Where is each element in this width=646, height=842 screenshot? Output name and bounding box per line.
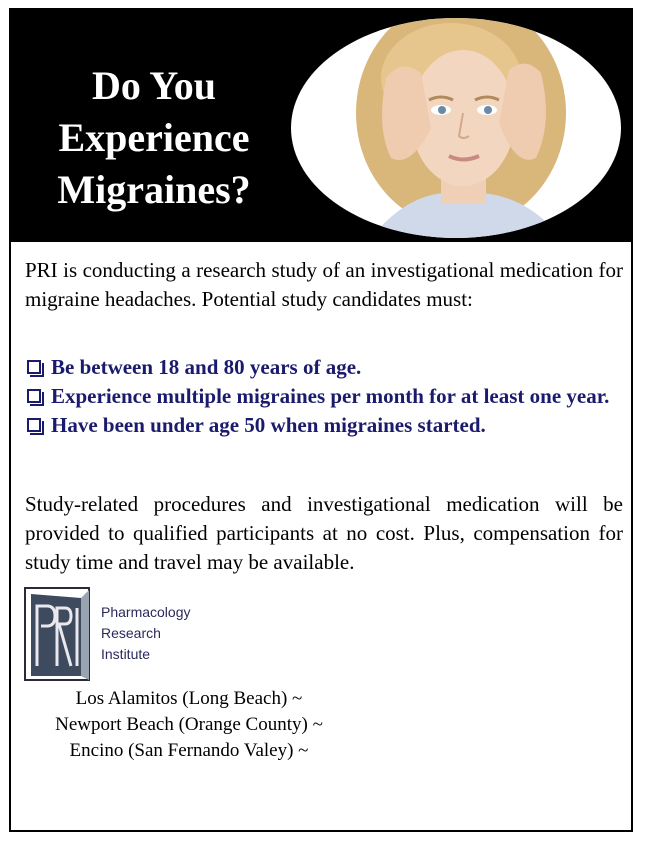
- location-item: Encino (San Fernando Valey) ~: [69, 740, 309, 761]
- location-item: Newport Beach (Orange County) ~: [55, 714, 323, 735]
- criteria-item: [25, 353, 623, 382]
- checkbox-icon: [27, 389, 41, 403]
- flyer: [9, 8, 633, 832]
- headline-line-2: Experience: [58, 115, 250, 160]
- woman-with-migraine-photo: [291, 18, 621, 238]
- pri-logo-icon: [23, 586, 95, 682]
- eligibility-criteria-list: [25, 353, 623, 440]
- org-line-3: Institute: [101, 646, 151, 662]
- checkbox-icon: [27, 418, 41, 432]
- org-line-2: Research: [101, 625, 161, 641]
- photo-illustration: [291, 18, 621, 238]
- criteria-text: Experience multiple migraines per month for at least one year.: [51, 384, 610, 408]
- headline-line-3: Migraines?: [57, 167, 251, 212]
- headline-line-1: Do You: [91, 63, 217, 108]
- pri-logo: [23, 586, 95, 682]
- org-line-1: Pharmacology: [101, 604, 191, 620]
- checkbox-icon: [27, 360, 41, 374]
- criteria-item: [25, 411, 623, 440]
- criteria-text: Have been under age 50 when migraines started.: [51, 413, 486, 437]
- location-item: Los Alamitos (Long Beach) ~: [75, 688, 303, 709]
- intro-paragraph: PRI is conducting a research study of an investigational medication for migraine headaches. Potential study candidates must:: [25, 258, 623, 311]
- right-iris: [484, 106, 492, 114]
- logo-bevel: [81, 590, 89, 680]
- locations-list: [11, 686, 367, 764]
- headline: [29, 60, 279, 216]
- left-iris: [438, 106, 446, 114]
- benefits-paragraph: Study-related procedures and investigational medication will be provided to qualified participants at no cost. Plus, compensation for study time and travel may be available.: [25, 492, 623, 574]
- organization-name: [101, 602, 191, 665]
- header-banner: [11, 10, 631, 242]
- criteria-item: [25, 382, 623, 411]
- criteria-text: Be between 18 and 80 years of age.: [51, 355, 362, 379]
